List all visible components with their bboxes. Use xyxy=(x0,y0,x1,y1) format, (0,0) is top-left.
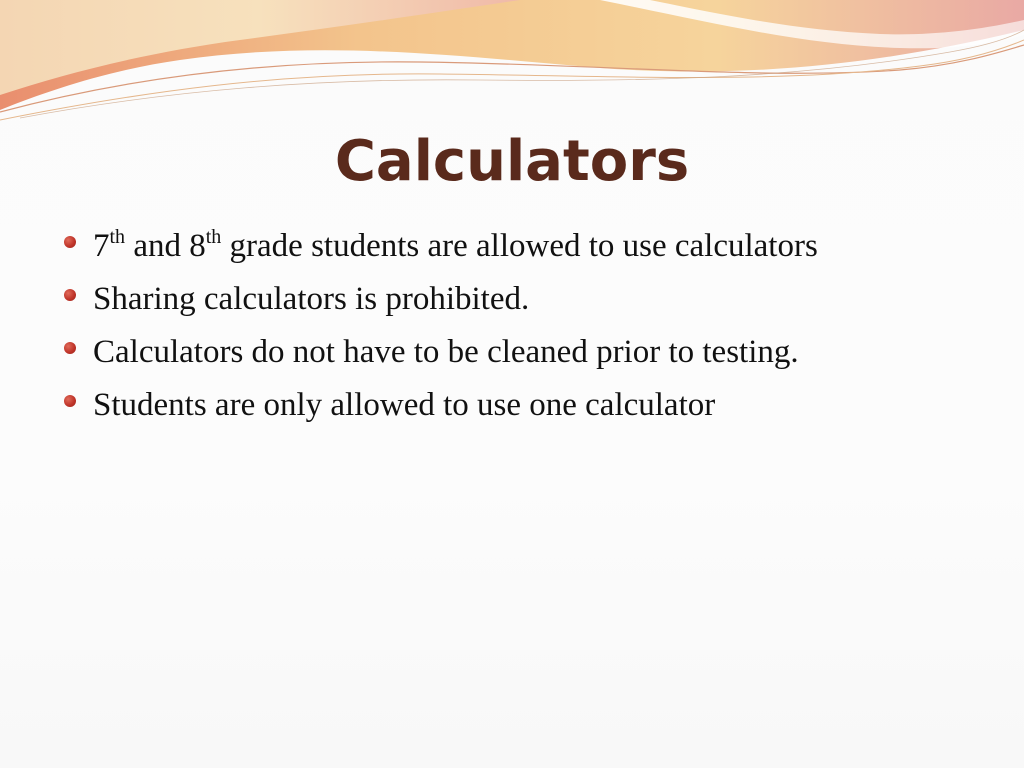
bullet-text xyxy=(93,281,529,317)
bullet-item xyxy=(62,224,982,268)
bullet-text-part: grade students are allowed to use calculators xyxy=(221,228,818,264)
bullet-text-part: 7 xyxy=(93,228,110,264)
bullet-text xyxy=(93,334,799,370)
bullet-item xyxy=(62,330,982,374)
superscript-text: th xyxy=(109,226,126,248)
slide-title: Calculators xyxy=(334,129,690,194)
bullet-text-part: Students are only allowed to use one calculator xyxy=(93,387,716,423)
bullet-item xyxy=(62,383,982,427)
bullet-text-part: and 8 xyxy=(125,228,206,264)
bullet-list xyxy=(62,224,982,436)
bullet-text-part: Sharing calculators is prohibited. xyxy=(93,281,530,317)
bullet-text xyxy=(93,228,818,264)
bullet-dot-icon xyxy=(64,395,76,407)
bullet-dot-icon xyxy=(64,289,76,301)
bullet-dot-icon xyxy=(64,236,76,248)
bullet-item xyxy=(62,277,982,321)
superscript-text: th xyxy=(205,226,222,248)
bullet-text-part: Calculators do not have to be cleaned prior to testing. xyxy=(93,334,799,370)
bullet-dot-icon xyxy=(64,342,76,354)
bullet-text xyxy=(93,387,715,423)
header-wave-decoration xyxy=(0,0,1024,130)
